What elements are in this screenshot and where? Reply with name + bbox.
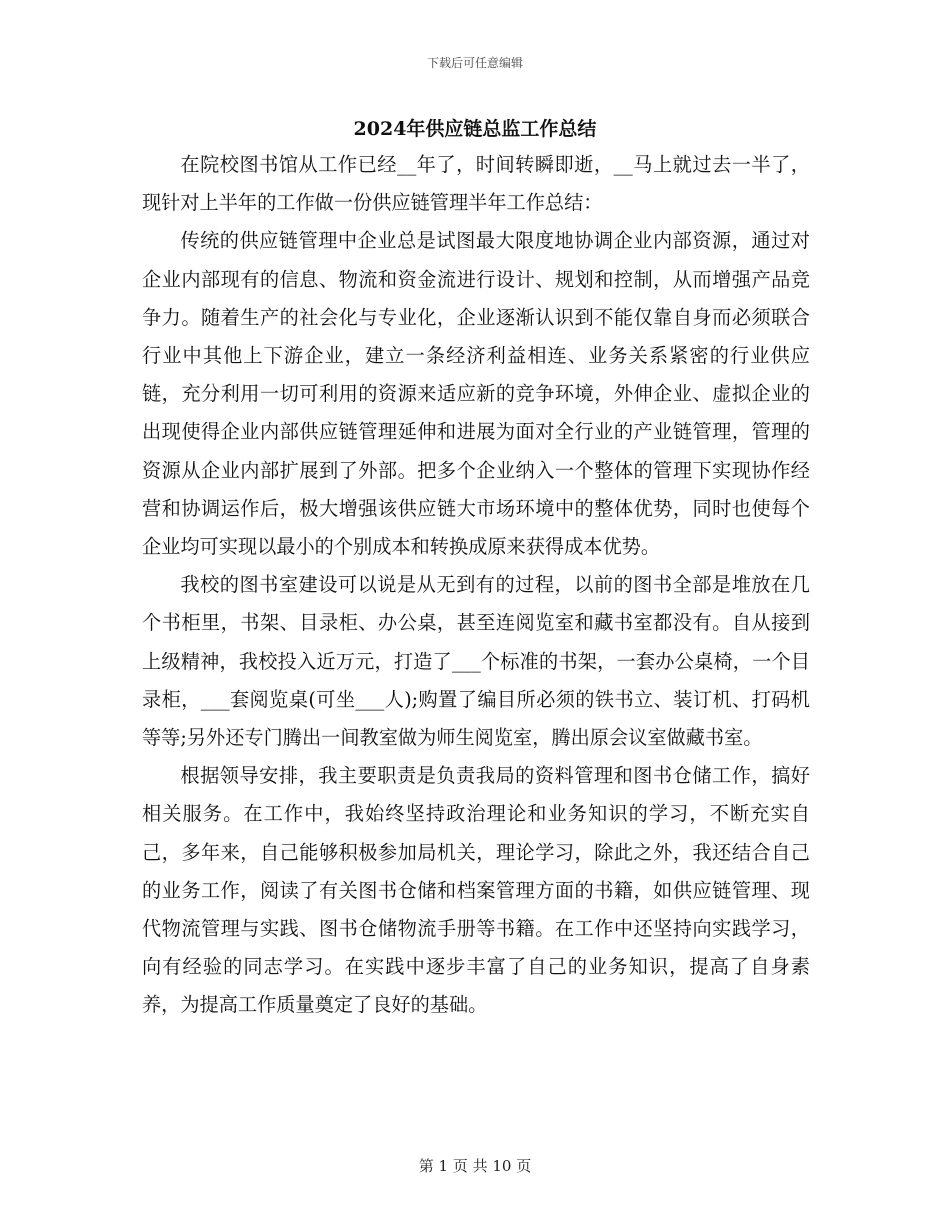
paragraph-duties: 根据领导安排，我主要职责是负责我局的资料管理和图书仓储工作，搞好相关服务。在工作中，我始终坚持政治理论和业务知识的学习，不断充实自己，多年来，自己能够积极参加局机关，理论学习，除此之外，我还结合自己的业务工作，阅读了有关图书仓储和档案管理方面的书籍，如供应链管理、现代物流管理与实践、图书仓储物流手册等书籍。在工作中还坚持向实践学习，向有经验的同志学习。在实践中逐步丰富了自己的业务知识，提高了自身素养，为提高工作质量奠定了良好的基础。 [142, 764, 810, 1017]
paragraph-intro: 在院校图书馆从工作已经__年了，时间转瞬即逝，__马上就过去一半了，现针对上半年的工作做一份供应链管理半年工作总结： [142, 153, 810, 215]
page-header: 下载后可任意编辑 [426, 56, 523, 70]
document-title: 2024年供应链总监工作总结 [353, 118, 597, 140]
document-body [142, 146, 810, 1025]
paragraph-supply-chain: 传统的供应链管理中企业总是试图最大限度地协调企业内部资源，通过对企业内部现有的信息、物流和资金流进行设计、规划和控制，从而增强产品竞争力。随着生产的社会化与专业化，企业逐渐认识到不能仅靠自身而必须联合行业中其他上下游企业，建立一条经济利益相连、业务关系紧密的行业供应链，充分利用一切可利用的资源来适应新的竞争环境，外伸企业、虚拟企业的出现使得企业内部供应链管理延伸和进展为面对全行业的产业链管理，管理的资源从企业内部扩展到了外部。把多个企业纳入一个整体的管理下实现协作经营和协调运作后，极大增强该供应链大市场环境中的整体优势，同时也使每个企业均可实现以最小的个别成本和转换成原来获得成本优势。 [142, 229, 810, 559]
page-footer: 第 1 页 共 10 页 [418, 1157, 532, 1175]
paragraph-library-construction: 我校的图书室建设可以说是从无到有的过程，以前的图书全部是堆放在几个书柜里，书架、目录柜、办公桌，甚至连阅览室和藏书室都没有。自从接到上级精神，我校投入近万元，打造了___个标准的书架，一套办公桌椅，一个目录柜，___套阅览桌(可坐___人);购置了编目所必须的铁书立、装订机、打码机等等;另外还专门腾出一间教室做为师生阅览室，腾出原会议室做藏书室。 [142, 573, 810, 750]
